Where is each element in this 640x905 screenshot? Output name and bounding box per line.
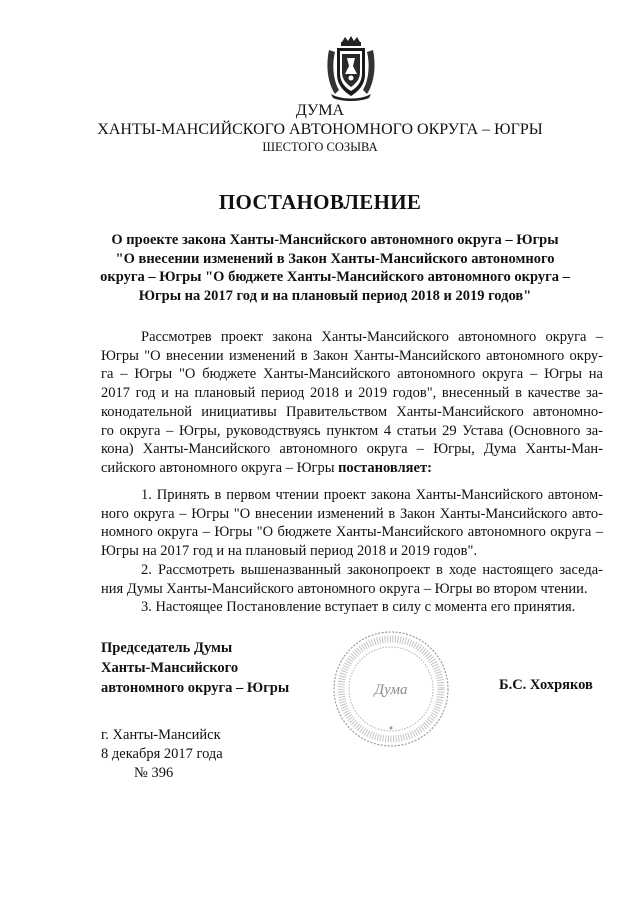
item-1-line: номного округа – Югры "О бюджете Ханты-Мансийского автономного округа – [101,524,603,541]
place-and-date [101,726,223,783]
document-number: № 396 [134,765,174,781]
preamble-last-line [101,459,603,478]
seal-label: Дума [374,682,408,698]
subject-line: округа – Югры "О бюджете Ханты-Мансийского автономного округа – [100,269,570,285]
region-title: ХАНТЫ-МАНСИЙСКОГО АВТОНОМНОГО ОКРУГА – ЮГРЫ [97,121,543,138]
preamble-line: Югры "О внесении изменений в Закон Ханты-Мансийского автономного окру- [101,347,603,364]
document-date: 8 декабря 2017 года [101,746,223,762]
official-seal-icon [330,628,452,750]
signer-position-line: Председатель Думы [101,640,233,656]
preamble-line-text: сийского автономного округа – Югры [101,459,339,476]
item-1-line: Югры на 2017 год и на плановый период 2018 и 2019 годов". [101,543,478,560]
item-2-line: ния Думы Ханты-Мансийского автономного округа – Югры во втором чтении. [101,580,588,597]
item-2-line: 2. Рассмотреть вышеназванный законопроект в ходе настоящего заседа- [141,561,603,578]
signer-name: Б.С. Хохряков [499,677,593,693]
preamble-line: га – Югры "О бюджете Ханты-Мансийского автономного округа – Югры на [101,366,603,383]
preamble-line: го округа – Югры, руководствуясь пунктом 4 статьи 29 Устава (Основного за- [101,422,603,439]
subject-line: О проекте закона Ханты-Мансийского автономного округа – Югры [111,232,559,248]
convocation-label: ШЕСТОГО СОЗЫВА [262,140,378,154]
resolution-items [101,486,603,617]
preamble-line: кона) Ханты-Мансийского автономного округа – Югры, Дума Ханты-Ман- [101,441,603,458]
subject-line: "О внесении изменений в Закон Ханты-Мансийского автономного [115,250,555,267]
document-subject [95,231,575,305]
document-type-heading: ПОСТАНОВЛЕНИЕ [218,190,422,214]
preamble-line: 2017 год и на плановый период 2018 и 2019 годов", внесенный в качестве за- [101,385,603,402]
preamble-line: Рассмотрев проект закона Ханты-Мансийского автономного округа – [141,329,603,345]
document-place: г. Ханты-Мансийск [101,727,221,743]
signer-position [101,638,289,698]
item-1-line: ного округа – Югры "О внесении изменений в Закон Ханты-Мансийского авто- [101,505,603,522]
signer-position-line: Ханты-Мансийского [101,660,239,676]
coat-of-arms-icon [325,36,377,102]
item-3-line: 3. Настоящее Постановление вступает в силу с момента его принятия. [141,599,576,616]
preamble-paragraph [101,328,603,478]
preamble-line: конодательной инициативы Правительством Ханты-Мансийского автономно- [101,403,603,420]
signer-position-line: автономного округа – Югры [101,680,290,696]
organization-title: ДУМА [295,102,345,119]
resolve-word: постановляет: [338,459,432,476]
subject-line: Югры на 2017 год и на плановый период 2018 и 2019 годов" [138,287,532,304]
item-1-line: 1. Принять в первом чтении проект закона Ханты-Мансийского автоном- [141,487,603,503]
